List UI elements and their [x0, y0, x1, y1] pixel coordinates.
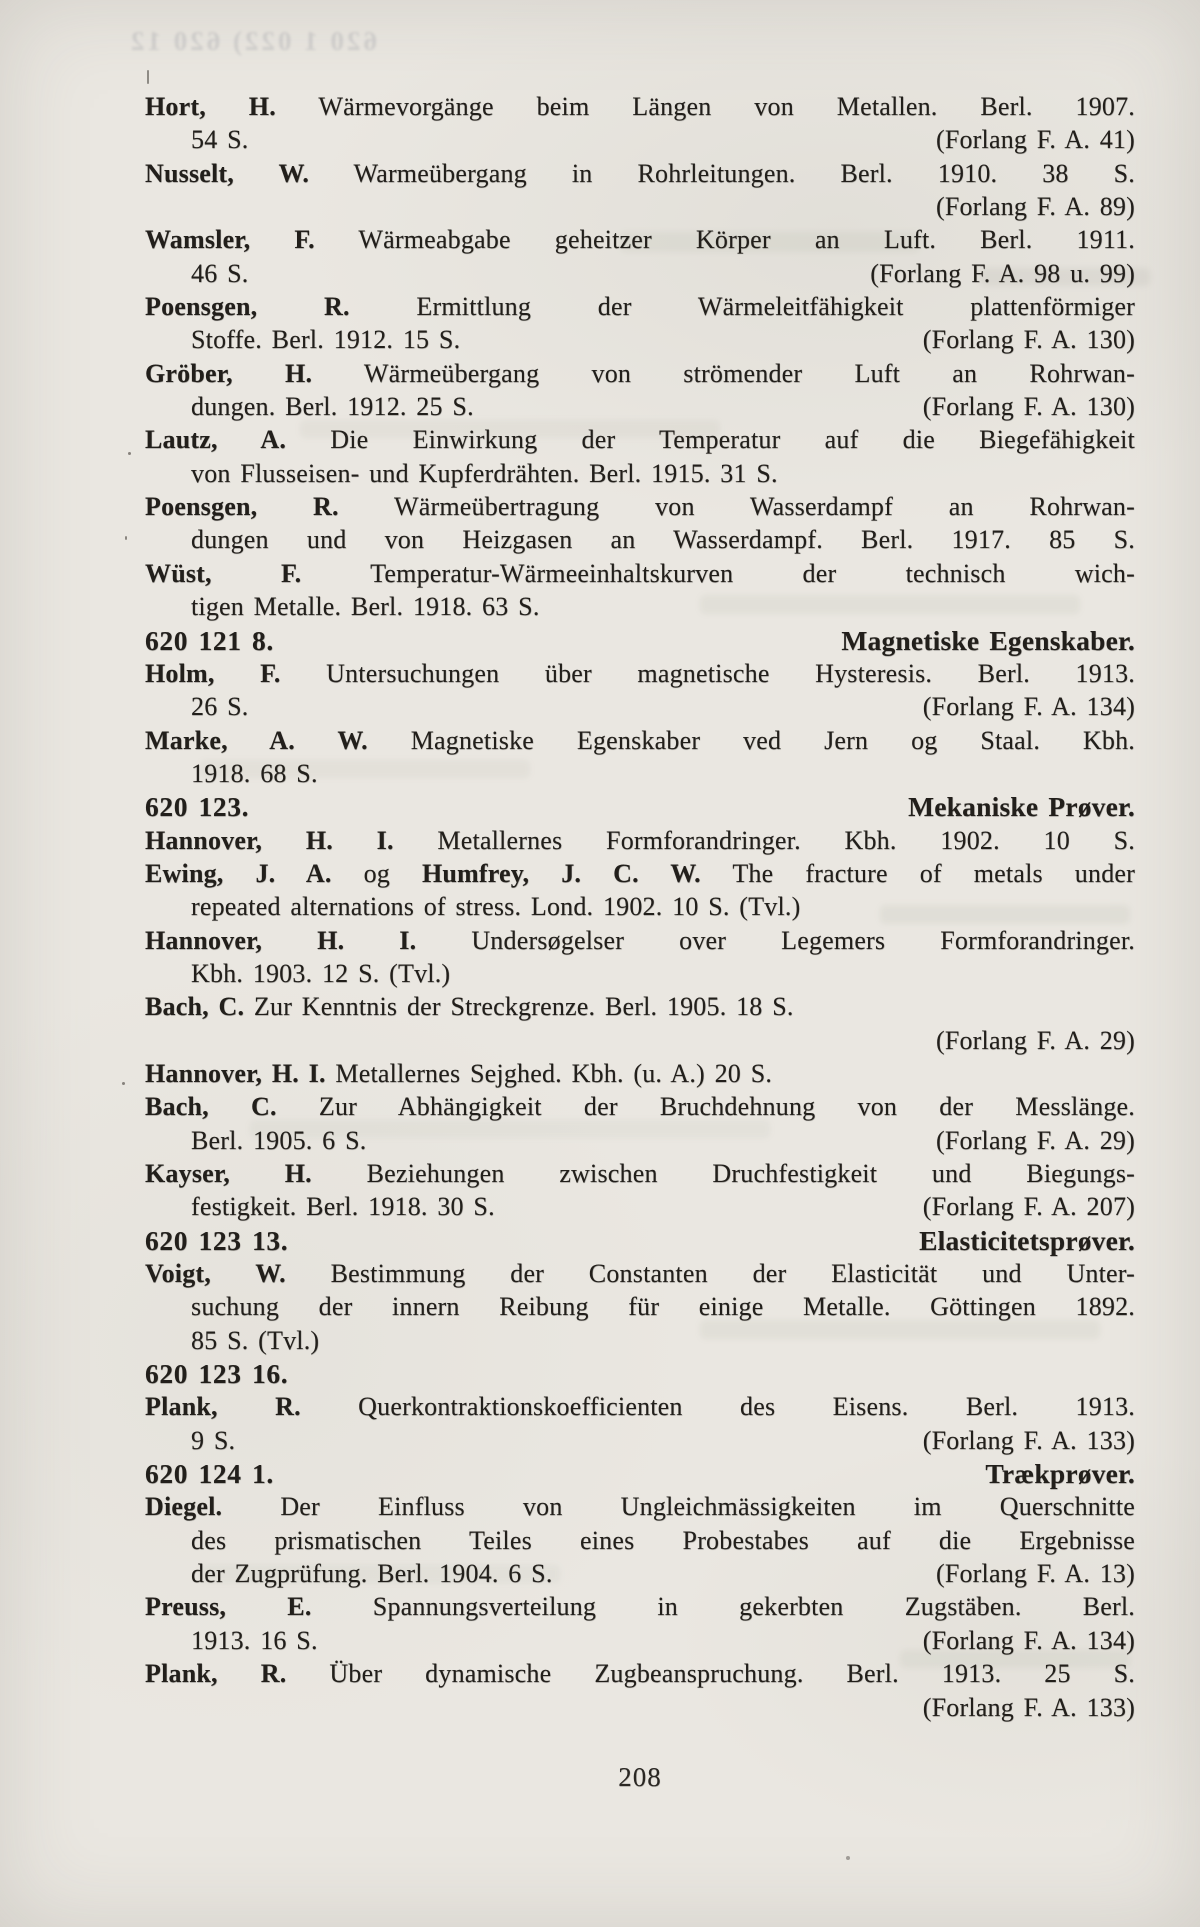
entry-line [145, 824, 1135, 857]
entry-line [145, 390, 1135, 423]
author-name: 620 123. [145, 791, 250, 823]
entry-line [145, 1257, 1135, 1290]
entry-line [145, 890, 1135, 923]
entry-text [191, 959, 450, 988]
entry-text [191, 390, 474, 423]
entry-line [145, 1024, 1135, 1057]
entry-text-segment: Zur Kenntnis der Streckgrenze. Berl. 1905. 18 S. [244, 992, 794, 1022]
entry-text-segment: Undersøgelser over Legemers Formforandringer. [416, 925, 1135, 955]
entry-text-segment: 85 S. (Tvl.) [191, 1325, 320, 1355]
entry-text-segment: tigen Metalle. Berl. 1918. 63 S. [191, 592, 540, 622]
publisher-reference: (Forlang F. A. 130) [922, 392, 1135, 422]
entry-text [145, 1659, 1135, 1688]
entry-text [145, 1492, 1135, 1521]
entry-line [145, 290, 1135, 323]
entry-line [145, 724, 1135, 757]
entry-line [145, 1524, 1135, 1557]
author-name: Diegel. [145, 1492, 223, 1522]
entry-text-segment: The fracture of metals under [700, 858, 1136, 888]
entry-line [145, 1490, 1135, 1523]
author-name: Bach, C. [145, 1092, 277, 1122]
entry-text-segment: Bestimmung der Constanten der Elasticität und Unter- [285, 1259, 1135, 1289]
author-name: Humfrey, J. C. W. [421, 858, 701, 888]
entry-text [191, 592, 540, 621]
entry-line [145, 657, 1135, 690]
classification-number [145, 624, 274, 657]
entry-line [145, 457, 1135, 490]
entry-text [145, 926, 1135, 955]
scan-speck [128, 452, 131, 455]
entry-text [191, 1190, 495, 1223]
entry-text-segment: Metallernes Sejghed. Kbh. (u. A.) 20 S. [325, 1058, 773, 1088]
entry-text-segment: Der Einfluss von Ungleichmässigkeiten im Querschnitte [222, 1492, 1135, 1522]
entry-text-segment: suchung der innern Reibung für einige Metalle. Göttingen 1892. [191, 1292, 1135, 1322]
entry-text-segment: 9 S. [191, 1425, 236, 1455]
page-number: 208 [618, 1762, 662, 1792]
entry-text [145, 92, 1135, 121]
author-name: Bach, C. [145, 992, 245, 1022]
publisher-reference: (Forlang F. A. 29) [935, 1025, 1135, 1055]
entry-text [145, 359, 1135, 388]
author-name: Wüst, F. [145, 558, 302, 588]
entry-line [145, 1557, 1135, 1590]
entry-line [145, 257, 1135, 290]
entry-text-segment: Untersuchungen über magnetische Hysteresis. Berl. 1913. [280, 658, 1136, 688]
entry-line [145, 1624, 1135, 1657]
entry-text-segment: 1918. 68 S. [191, 758, 318, 788]
entry-line [145, 523, 1135, 556]
entry-text [145, 425, 1135, 454]
entry-text-segment: Wärmeübergang von strömender Luft an Rohrwan- [312, 358, 1135, 388]
entry-text-segment: festigkeit. Berl. 1918. 30 S. [191, 1192, 495, 1222]
entry-text-segment: 46 S. [191, 258, 249, 288]
classification-number [145, 1457, 274, 1490]
entry-text [145, 492, 1135, 521]
section-heading-row [145, 790, 1135, 823]
author-name: Preuss, E. [145, 1592, 312, 1622]
entry-text-segment: Über dynamische Zugbeanspruchung. Berl. 1913. 25 S. [286, 1659, 1136, 1689]
author-name: Wamsler, F. [145, 225, 315, 255]
section-heading-row [145, 1224, 1135, 1257]
bibliography-text-block [145, 90, 1135, 1724]
entry-text-segment: Spannungsverteilung in gekerbten Zugstäben. Berl. [311, 1592, 1135, 1622]
publisher-reference: (Forlang F. A. 13) [935, 1559, 1135, 1589]
author-name: Lautz, A. [145, 425, 287, 455]
entry-text-segment: Stoffe. Berl. 1912. 15 S. [191, 325, 461, 355]
section-label: Mekaniske Prøver. [908, 791, 1135, 823]
entry-text-segment: og [331, 858, 422, 888]
publisher-reference: (Forlang F. A. 134) [922, 692, 1135, 722]
entry-line [145, 1657, 1135, 1690]
entry-text [191, 1526, 1135, 1555]
entry-text [191, 525, 1135, 554]
entry-text-segment: 26 S. [191, 692, 249, 722]
entry-text [191, 1292, 1135, 1321]
entry-text [145, 1159, 1135, 1188]
entry-text-segment: Wärmevorgänge beim Längen von Metallen. Berl. 1907. [275, 92, 1136, 121]
author-name: 620 123 16. [145, 1358, 289, 1390]
entry-line [145, 990, 1135, 1023]
author-name: Hannover, H. I. [145, 825, 394, 855]
scan-speck [122, 1082, 125, 1085]
entry-line [145, 924, 1135, 957]
entry-line [145, 1090, 1135, 1123]
author-name: Hannover, H. I. [145, 1058, 326, 1088]
entry-line [145, 857, 1135, 890]
classification-number [145, 1357, 288, 1390]
publisher-reference: (Forlang F. A. 133) [922, 1692, 1135, 1722]
entry-text [191, 1424, 235, 1457]
entry-text-segment: repeated alternations of stress. Lond. 1902. 10 S. (Tvl.) [191, 892, 801, 922]
publisher-reference: (Forlang F. A. 29) [935, 1125, 1135, 1155]
entry-text [145, 225, 1135, 254]
entry-text-segment: Die Einwirkung der Temperatur auf die Biegefähigkeit [286, 425, 1135, 455]
entry-text [191, 257, 248, 290]
entry-text [145, 859, 1135, 888]
entry-text-segment: Wärmeübertragung von Wasserdampf an Rohrwan- [338, 492, 1135, 522]
publisher-reference: (Forlang F. A. 89) [935, 192, 1135, 222]
entry-line [145, 590, 1135, 623]
author-name: Voigt, W. [145, 1259, 286, 1289]
author-name: Plank, R. [145, 1392, 301, 1422]
entry-line [145, 957, 1135, 990]
entry-line [145, 357, 1135, 390]
entry-text [145, 659, 1135, 688]
entry-line [145, 1324, 1135, 1357]
entry-text-segment: des prismatischen Teiles eines Probestabes auf die Ergebnisse [191, 1525, 1135, 1555]
scan-speck [147, 70, 149, 84]
entry-text [145, 559, 1135, 588]
publisher-reference: (Forlang F. A. 207) [922, 1192, 1135, 1222]
entry-line [145, 190, 1135, 223]
entry-text-segment: Querkontraktionskoefficienten des Eisens. Berl. 1913. [300, 1392, 1135, 1422]
author-name: Nusselt, W. [145, 158, 310, 188]
section-label: Elasticitetsprøver. [919, 1224, 1135, 1256]
entry-text [191, 459, 778, 488]
entry-text [191, 1124, 366, 1157]
entry-text [191, 123, 248, 156]
entry-text-segment: Kbh. 1903. 12 S. (Tvl.) [191, 958, 451, 988]
entry-line [145, 1124, 1135, 1157]
entry-line [145, 1290, 1135, 1323]
entry-text-segment: Zur Abhängigkeit der Bruchdehnung von der Messlänge. [276, 1092, 1135, 1122]
entry-text [145, 1392, 1135, 1421]
entry-text [145, 992, 794, 1021]
entry-line [145, 1691, 1135, 1724]
section-heading-row [145, 624, 1135, 657]
entry-text [145, 1059, 772, 1088]
entry-line [145, 1157, 1135, 1190]
entry-line [145, 1390, 1135, 1423]
entry-line [145, 423, 1135, 456]
publisher-reference: (Forlang F. A. 133) [922, 1425, 1135, 1455]
publisher-reference: (Forlang F. A. 41) [935, 125, 1135, 155]
entry-line [145, 1190, 1135, 1223]
author-name: Hannover, H. I. [145, 925, 417, 955]
classification-number [145, 1224, 288, 1257]
entry-text-segment: Magnetiske Egenskaber ved Jern og Staal. Kbh. [367, 725, 1135, 755]
entry-line [145, 223, 1135, 256]
entry-text [145, 1259, 1135, 1288]
section-label: Magnetiske Egenskaber. [841, 624, 1135, 656]
section-heading-row [145, 1357, 1135, 1390]
author-name: Poensgen, R. [145, 492, 339, 522]
entry-text-segment: 54 S. [191, 125, 249, 155]
entry-text [191, 1557, 553, 1590]
entry-text-segment: dungen und von Heizgasen an Wasserdampf. Berl. 1917. 85 S. [191, 525, 1135, 555]
scan-speck [846, 1856, 850, 1860]
entry-line [145, 157, 1135, 190]
entry-text [145, 159, 1135, 188]
author-name: Poensgen, R. [145, 292, 350, 322]
entry-text [191, 1624, 318, 1657]
entry-text [191, 759, 318, 788]
publisher-reference: (Forlang F. A. 134) [922, 1625, 1135, 1655]
entry-text [191, 323, 460, 356]
entry-text-segment: dungen. Berl. 1912. 25 S. [191, 392, 474, 422]
entry-text [145, 1092, 1135, 1121]
entry-line [145, 90, 1135, 123]
entry-text [145, 1592, 1135, 1621]
author-name: 620 124 1. [145, 1458, 274, 1490]
entry-text-segment: von Flusseisen- und Kupferdrähten. Berl. 1915. 31 S. [191, 458, 778, 488]
entry-text [191, 1326, 319, 1355]
classification-number [145, 790, 249, 823]
entry-text-segment: Warmeübergang in Rohrleitungen. Berl. 1910. 38 S. [309, 158, 1135, 188]
author-name: 620 123 13. [145, 1224, 289, 1256]
author-name: Holm, F. [145, 658, 281, 688]
entry-text-segment: der Zugprüfung. Berl. 1904. 6 S. [191, 1559, 553, 1589]
author-name: Kayser, H. [145, 1159, 312, 1188]
publisher-reference: (Forlang F. A. 98 u. 99) [870, 258, 1135, 288]
scan-speck [125, 536, 127, 540]
entry-text [191, 892, 800, 921]
author-name: Gröber, H. [145, 358, 313, 388]
author-name: Hort, H. [145, 92, 276, 121]
author-name: Ewing, J. A. [145, 858, 332, 888]
entry-text [191, 690, 248, 723]
entry-line [145, 123, 1135, 156]
entry-text [145, 826, 1135, 855]
entry-line [145, 1424, 1135, 1457]
author-name: 620 121 8. [145, 624, 274, 656]
section-heading-row [145, 1457, 1135, 1490]
bleed-through-text: 620 1 022) 620 12 [128, 26, 377, 56]
entry-text-segment: Beziehungen zwischen Druchfestigkeit und Biegungs- [311, 1159, 1135, 1188]
entry-text-segment: 1913. 16 S. [191, 1625, 318, 1655]
entry-line [145, 323, 1135, 356]
entry-line [145, 1590, 1135, 1623]
entry-text-segment: Berl. 1905. 6 S. [191, 1125, 367, 1155]
entry-line [145, 557, 1135, 590]
entry-line [145, 1057, 1135, 1090]
section-label: Trækprøver. [985, 1458, 1135, 1490]
author-name: Marke, A. W. [145, 725, 368, 755]
entry-line [145, 690, 1135, 723]
author-name: Plank, R. [145, 1659, 287, 1689]
publisher-reference: (Forlang F. A. 130) [922, 325, 1135, 355]
entry-line [145, 490, 1135, 523]
entry-text [145, 292, 1135, 321]
entry-text-segment: Ermittlung der Wärmeleitfähigkeit plattenförmiger [349, 292, 1135, 322]
entry-line [145, 757, 1135, 790]
entry-text-segment: Metallernes Formforandringer. Kbh. 1902. 10 S. [393, 825, 1135, 855]
entry-text [145, 726, 1135, 755]
entry-text-segment: Temperatur-Wärmeeinhaltskurven der technisch wich- [301, 558, 1135, 588]
entry-text-segment: Wärmeabgabe geheitzer Körper an Luft. Berl. 1911. [314, 225, 1135, 255]
